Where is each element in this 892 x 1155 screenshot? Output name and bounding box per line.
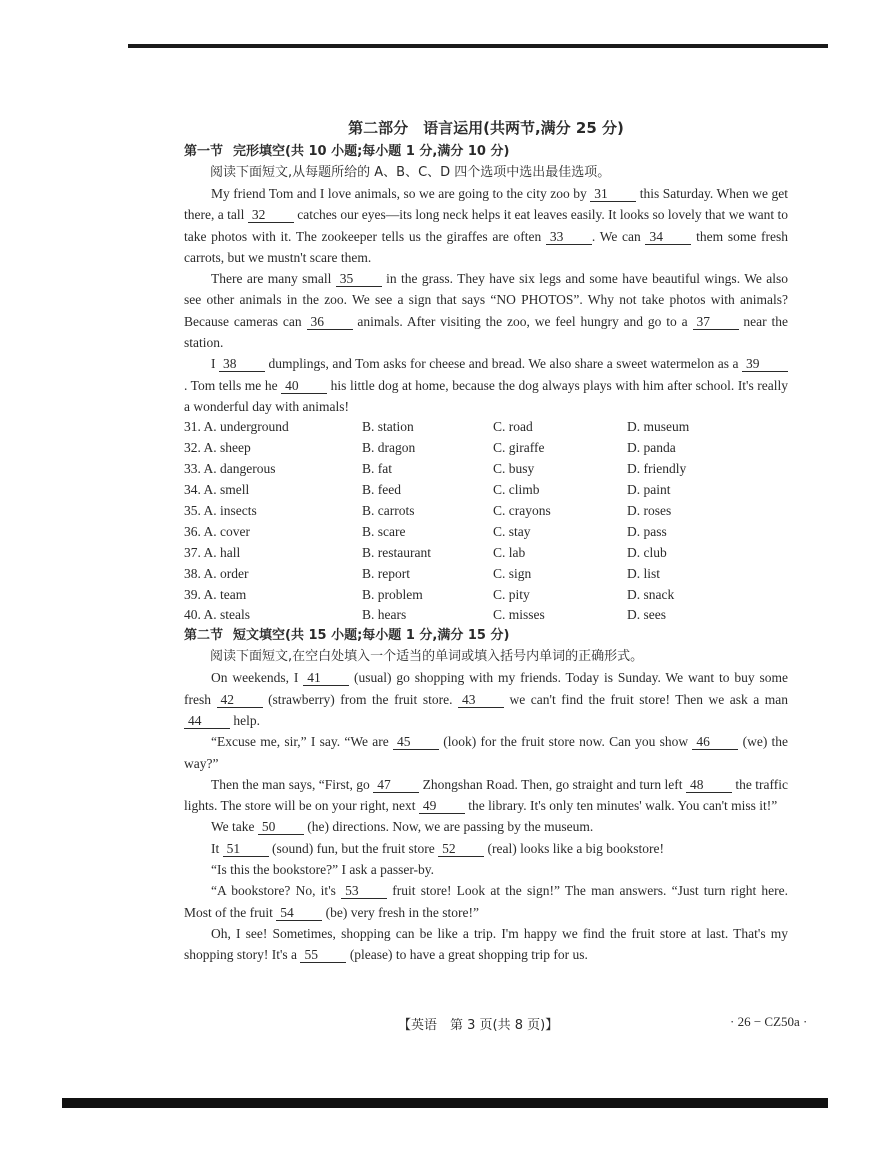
text-span: dumplings, and Tom asks for cheese and bread. We also share a sweet watermelon as a — [268, 356, 739, 372]
part-title: 第二部分 语言运用(共两节,满分 25 分) — [348, 119, 624, 137]
text-span: this Saturday. When we get there, a tall — [184, 186, 789, 223]
top-rule — [128, 44, 828, 48]
text-span: the traffic lights. The store will be on your right, next — [184, 776, 789, 814]
blank-46: 46 — [692, 734, 738, 750]
option-d: D. paint — [627, 481, 671, 497]
text-span: (look) for the fruit store now. Can you show — [443, 734, 689, 750]
page-number-label: 【英语 第 3 页(共 8 页)】 — [398, 1018, 559, 1033]
option-row — [184, 543, 788, 564]
option-d: D. list — [627, 565, 661, 581]
option-a: 32. A. sheep — [184, 440, 251, 456]
option-b: B. restaurant — [362, 544, 431, 560]
option-a: 33. A. dangerous — [184, 461, 276, 477]
option-a: 37. A. hall — [184, 544, 241, 560]
option-b: B. scare — [362, 523, 406, 539]
text-span: . We can — [591, 228, 641, 244]
text-span: we can't find the fruit store! Then we ask a man — [509, 691, 789, 707]
option-c: C. stay — [493, 523, 531, 539]
cloze-paragraph-3 — [184, 353, 788, 417]
option-c: C. crayons — [493, 502, 551, 518]
exam-page — [184, 114, 788, 965]
option-c: C. sign — [493, 565, 532, 581]
text-span: There are many small — [211, 271, 332, 287]
blank-47: 47 — [373, 777, 419, 793]
option-d: D. pass — [627, 523, 667, 539]
text-span: . Tom tells me he — [184, 377, 278, 393]
text-span: (strawberry) from the fruit store. — [268, 691, 453, 707]
option-row — [184, 564, 788, 585]
option-b: B. dragon — [362, 440, 416, 456]
fill-paragraph-1 — [184, 667, 788, 731]
text-span: (be) very fresh in the store!” — [325, 904, 479, 920]
option-a: 36. A. cover — [184, 523, 250, 539]
text-span: “A bookstore? No, it's — [211, 883, 336, 899]
text-span: (we) the way?” — [184, 734, 789, 771]
blank-54: 54 — [276, 905, 322, 921]
option-b: B. report — [362, 565, 410, 581]
text-span: Zhongshan Road. Then, go straight and turn left — [422, 776, 683, 792]
text-span: help. — [233, 712, 260, 728]
option-d: D. sees — [627, 607, 666, 623]
option-row — [184, 459, 788, 480]
text-span: “Excuse me, sir,” I say. “We are — [211, 734, 389, 750]
section-1-title: 完形填空(共 10 小题;每小题 1 分,满分 10 分) — [233, 144, 510, 159]
option-b: B. carrots — [362, 502, 415, 518]
blank-40: 40 — [281, 378, 327, 394]
text-span: (real) looks like a big bookstore! — [487, 840, 665, 856]
option-a: 38. A. order — [184, 565, 249, 581]
text-span: (sound) fun, but the fruit store — [272, 840, 435, 856]
text-span: in the grass. They have six legs and some have beautiful wings. We also see other animals in the zoo. We see a sign that says “NO PHOTOS”. Why not take photos with animals? Because cameras can — [184, 271, 788, 329]
blank-35: 35 — [336, 271, 382, 287]
option-a: 39. A. team — [184, 586, 247, 602]
option-a: 35. A. insects — [184, 502, 257, 518]
text-span: Oh, I see! Sometimes, shopping can be like a trip. I'm happy we find the fruit store at last. That's my shopping story! It's a — [184, 925, 788, 963]
fill-paragraph-4 — [184, 816, 788, 837]
blank-41: 41 — [303, 670, 349, 686]
option-c: C. pity — [493, 586, 530, 602]
blank-52: 52 — [438, 841, 484, 857]
paper-code: · 26 − CZ50a · — [730, 1014, 808, 1029]
option-d: D. club — [627, 544, 667, 560]
option-c: C. misses — [493, 607, 545, 623]
option-b: B. fat — [362, 461, 392, 477]
bottom-rule — [62, 1098, 828, 1108]
section-1-instruction: 阅读下面短文,从每题所给的 A、B、C、D 四个选项中选出最佳选项。 — [210, 165, 611, 180]
blank-38: 38 — [219, 356, 265, 372]
blank-36: 36 — [307, 314, 353, 330]
text-span: It — [211, 840, 220, 856]
text-span: We take — [211, 819, 255, 835]
text-span: (please) to have a great shopping trip for us. — [349, 947, 588, 963]
text-span: Then the man says, “First, go — [211, 776, 370, 792]
section-2-heading — [184, 626, 788, 646]
option-d: D. snack — [627, 586, 675, 602]
cloze-paragraph-1 — [184, 183, 788, 268]
option-c: C. lab — [493, 544, 526, 560]
text-span: I — [211, 356, 216, 372]
blank-48: 48 — [686, 777, 732, 793]
blank-45: 45 — [393, 734, 439, 750]
option-d: D. roses — [627, 502, 672, 518]
blank-39: 39 — [742, 356, 788, 372]
text-span: them some fresh carrots, but we mustn't scare them. — [184, 228, 789, 265]
fill-paragraph-6 — [184, 859, 788, 880]
blank-31: 31 — [590, 186, 636, 202]
text-span: My friend Tom and I love animals, so we are going to the city zoo by — [211, 186, 587, 201]
fill-paragraph-7 — [184, 880, 788, 923]
text-span: fruit store! Look at the sign!” The man answers. “Just turn right here. Most of the fruit — [184, 883, 789, 920]
text-span: animals. After visiting the zoo, we feel hungry and go to a — [357, 313, 688, 329]
option-b: B. problem — [362, 586, 423, 602]
option-d: D. museum — [627, 419, 690, 435]
section-1-number: 第一节 — [184, 144, 224, 159]
blank-32: 32 — [248, 207, 294, 223]
option-row — [184, 501, 788, 522]
option-d: D. friendly — [627, 461, 687, 477]
option-row — [184, 585, 788, 606]
blank-53: 53 — [341, 883, 387, 899]
section-1-heading — [184, 142, 788, 162]
option-b: B. hears — [362, 607, 407, 623]
fill-paragraph-3 — [184, 774, 788, 817]
option-b: B. station — [362, 419, 414, 435]
blank-34: 34 — [645, 229, 691, 245]
option-a: 31. A. underground — [184, 419, 289, 435]
text-span: (usual) go shopping with my friends. Today is Sunday. We want to buy some fresh — [184, 670, 789, 707]
blank-50: 50 — [258, 819, 304, 835]
fill-paragraph-8 — [184, 923, 788, 966]
text-span: (he) directions. Now, we are passing by the museum. — [307, 819, 594, 835]
option-c: C. busy — [493, 461, 535, 477]
fill-paragraph-5 — [184, 838, 788, 859]
option-b: B. feed — [362, 481, 401, 497]
option-a: 34. A. smell — [184, 481, 250, 497]
text-span: catches our eyes—its long neck helps it eat leaves easily. It looks so lovely that we want to take photos with it. The zookeeper tells us the giraffes are often — [184, 207, 788, 244]
section-2-instruction: 阅读下面短文,在空白处填入一个适当的单词或填入括号内单词的正确形式。 — [210, 649, 644, 665]
blank-51: 51 — [223, 841, 269, 857]
option-c: C. climb — [493, 481, 540, 497]
section-2-number: 第二节 — [184, 628, 224, 644]
option-row — [184, 480, 788, 501]
blank-44: 44 — [184, 713, 230, 729]
blank-37: 37 — [693, 314, 739, 330]
option-c: C. giraffe — [493, 440, 545, 456]
text-span: On weekends, I — [211, 670, 299, 686]
option-row — [184, 522, 788, 543]
option-row — [184, 438, 788, 459]
cloze-paragraph-2 — [184, 268, 788, 353]
blank-55: 55 — [300, 947, 346, 963]
text-span: near the station. — [184, 313, 789, 351]
blank-49: 49 — [419, 798, 465, 814]
section-2-title: 短文填空(共 15 小题;每小题 1 分,满分 15 分) — [233, 628, 510, 644]
fill-paragraph-2 — [184, 731, 788, 774]
text-span: the library. It's only ten minutes' walk. You can't miss it!” — [468, 798, 778, 814]
text-span: his little dog at home, because the dog always plays with him after school. It's really a wonderful day with animals! — [184, 377, 789, 414]
blank-42: 42 — [217, 692, 263, 708]
text-span: “Is this the bookstore?” I ask a passer-by. — [211, 862, 435, 877]
option-a: 40. A. steals — [184, 607, 250, 623]
options-list — [184, 417, 788, 626]
blank-33: 33 — [546, 229, 592, 245]
option-row — [184, 605, 788, 626]
blank-43: 43 — [458, 692, 504, 708]
option-d: D. panda — [627, 440, 676, 456]
option-row — [184, 417, 788, 438]
option-c: C. road — [493, 419, 533, 435]
